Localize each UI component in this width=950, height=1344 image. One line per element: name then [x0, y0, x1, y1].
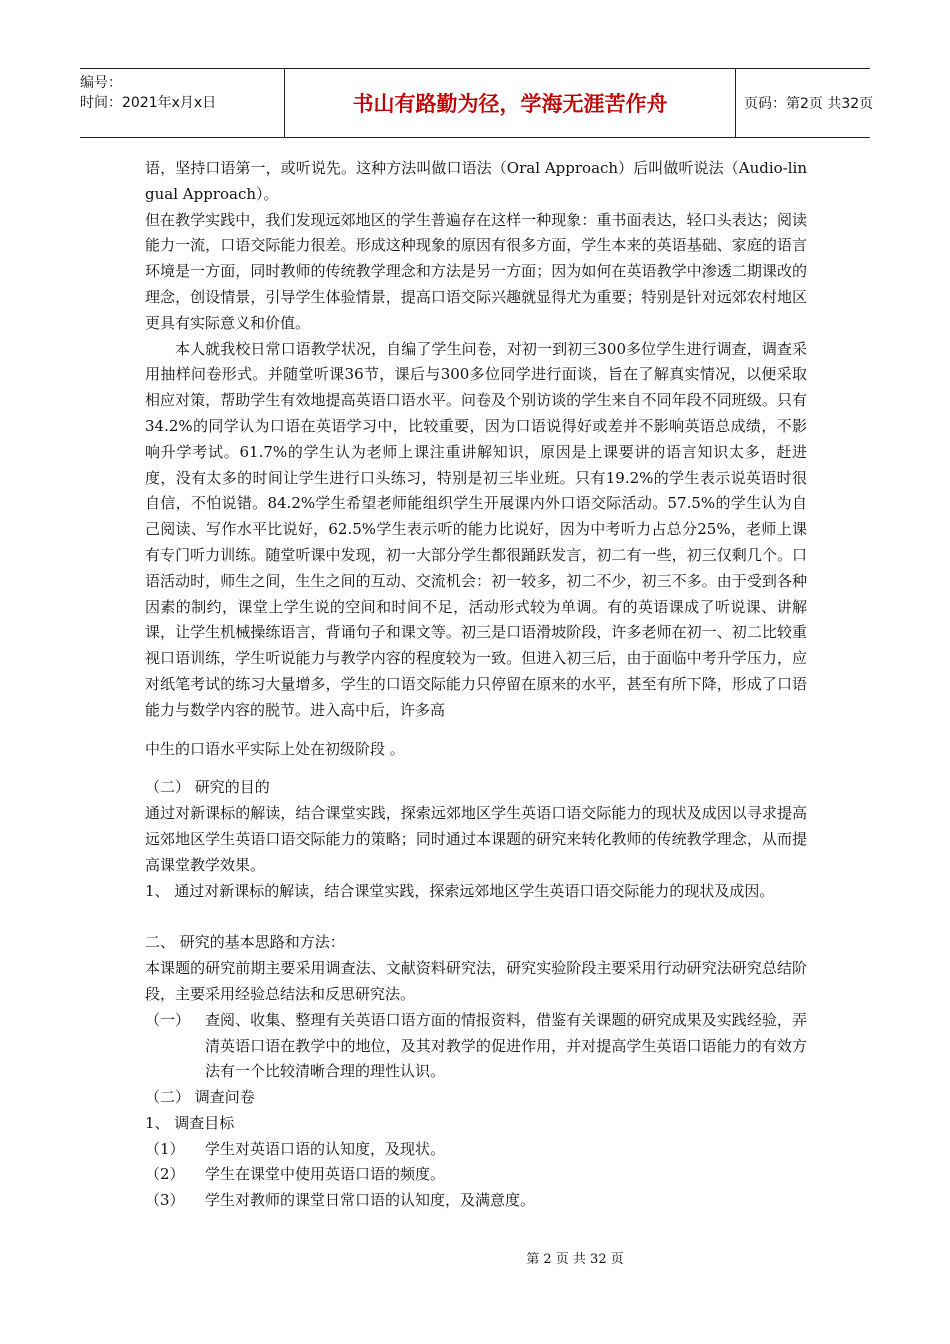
list-label: （3）	[145, 1191, 185, 1210]
list-label: （一）	[145, 1010, 191, 1029]
paragraph: 语，坚持口语第一，或听说先。这种方法叫做口语法（Oral Approach）后叫做听说法（Audio-lingual Approach）。	[145, 159, 807, 203]
section-heading: 1、 调查目标	[145, 1113, 235, 1132]
section-heading: （二） 调查问卷	[145, 1088, 255, 1107]
list-text: 学生对英语口语的认知度，及现状。	[205, 1139, 446, 1158]
list-text: 学生对教师的课堂日常口语的认知度，及满意度。	[205, 1191, 536, 1210]
list-item	[145, 1008, 807, 1085]
time-label: 时间：2021年x月x日	[80, 95, 217, 111]
paragraph: 本人就我校日常口语教学状况，自编了学生问卷，对初一到初三300多位学生进行调查，调查采用抽样问卷形式。并随堂听课36节，课后与300多位同学进行面谈，旨在了解真实情况，以便采取相应对策，帮助学生有效地提高英语口语水平。问卷及个别访谈的学生来自不同年段不同班级。只有34.2%的同学认为口语在英语学习中，比较重要，因为口语说得好或差并不影响英语总成绩，不影响升学考试。61.7%的学生认为老师上课注重讲解知识，原因是上课要讲的语言知识太多，赶进度，没有太多的时间让学生进行口头练习，特别是初三毕业班。只有19.2%的学生表示说英语时很自信，不怕说错。84.2%学生希望老师能组织学生开展课内外口语交际活动。57.5%的学生认为自己阅读、写作水平比说好，62.5%学生表示听的能力比说好，因为中考听力占总分25%，老师上课有专门听力训练。随堂听课中发现，初一大部分学生都很踊跃发言，初二有一些，初三仅剩几个。口语活动时，师生之间，生生之间的互动、交流机会：初一较多，初二不少，初三不多。由于受到各种因素的制约，课堂上学生说的空间和时间不足，活动形式较为单调。有的英语课成了听说课、讲解课，让学生机械操练语言，背诵句子和课文等。初三是口语滑坡阶段，许多老师在初一、初二比较重视口语训练，学生听说能力与教学内容的程度较为一致。但进入初三后，由于面临中考升学压力，应对纸笔考试的练习大量增多，学生的口语交际能力只停留在原来的水平，甚至有所下降，形成了口语能力与数学内容的脱节。进入高中后，许多高	[145, 339, 807, 719]
document-body	[145, 156, 807, 1214]
list-item: 1、 通过对新课标的解读，结合课堂实践，探索远郊地区学生英语口语交际能力的现状及成因。	[145, 881, 775, 900]
header-page-label: 页码：第2页 共32页	[744, 96, 874, 112]
list-item	[145, 1137, 807, 1163]
list-item	[145, 1188, 807, 1214]
number-label: 编号：	[80, 75, 122, 91]
section-heading: （二） 研究的目的	[145, 778, 270, 797]
motto-text: 书山有路勤为径，学海无涯苦作舟	[352, 92, 668, 116]
paragraph: 中生的口语水平实际上处在初级阶段 。	[145, 739, 405, 758]
header-motto	[284, 69, 736, 137]
list-text: 查阅、收集、整理有关英语口语方面的情报资料，借鉴有关课题的研究成果及实践经验，弄清英语口语在教学中的地位，及其对教学的促进作用，并对提高学生英语口语能力的有效方法有一个比较清晰合理的理性认识。	[205, 1010, 807, 1081]
section-heading: 二、 研究的基本思路和方法：	[145, 933, 345, 952]
list-label: （2）	[145, 1165, 185, 1184]
list-item	[145, 1162, 807, 1188]
list-text: 学生在课堂中使用英语口语的频度。	[205, 1165, 446, 1184]
page-header	[80, 68, 874, 138]
header-meta	[80, 69, 284, 137]
list-label: （1）	[145, 1139, 185, 1158]
paragraph: 但在教学实践中，我们发现远郊地区的学生普遍存在这样一种现象：重书面表达，轻口头表达；阅读能力一流，口语交际能力很差。形成这种现象的原因有很多方面，学生本来的英语基础、家庭的语言环境是一方面，同时教师的传统教学理念和方法是另一方面；因为如何在英语教学中渗透二期课改的理念，创设情景，引导学生体验情景，提高口语交际兴趣就显得尤为重要；特别是针对远郊农村地区更具有实际意义和价值。	[145, 210, 807, 332]
paragraph: 本课题的研究前期主要采用调查法、文献资料研究法，研究实验阶段主要采用行动研究法研究总结阶段，主要采用经验总结法和反思研究法。	[145, 959, 807, 1003]
paragraph: 通过对新课标的解读，结合课堂实践，探索远郊地区学生英语口语交际能力的现状及成因以寻求提高远郊地区学生英语口语交际能力的策略；同时通过本课题的研究来转化教师的传统教学理念，从而提高课堂教学效果。	[145, 804, 807, 874]
page-footer: 第 2 页 共 32 页	[526, 1252, 624, 1267]
